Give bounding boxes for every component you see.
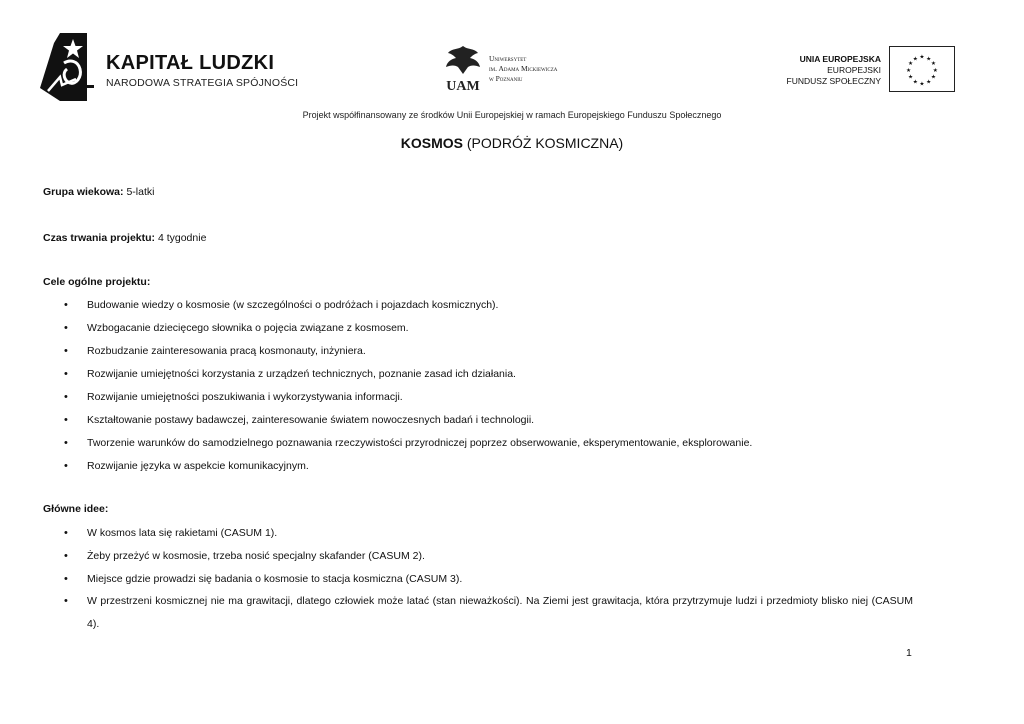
list-item: • Budowanie wiedzy o kosmosie (w szczególności o podróżach i pojazdach kosmicznych). (43, 298, 923, 321)
svg-text:★: ★ (907, 74, 914, 81)
list-item-text: • W przestrzeni kosmicznej nie ma grawitacji, dlatego człowiek może latać (stan nieważkości). Na Ziemi jest grawitacja, która przytrzymuje ludzi i przedmioty blisko niej (CASUM 4). (87, 595, 913, 630)
funding-note: Projekt współfinansowany ze środków Unii Europejskiej w ramach Europejskiego Funduszu Społecznego (302, 110, 722, 120)
title-rest: (PODRÓŻ KOSMICZNA) (463, 135, 624, 151)
svg-text:★: ★ (932, 67, 938, 74)
eu-line-3: FUNDUSZ SPOŁECZNY (786, 76, 881, 86)
list-item: • Tworzenie warunków do samodzielnego poznawania rzeczywistości przyrodniczej poprzez obserwowanie, eksperymentowanie, eksplorowanie. (43, 436, 923, 459)
list-item: • Wzbogacanie dziecięcego słownika o pojęcia związane z kosmosem. (43, 321, 923, 344)
list-item: • Rozwijanie języka w aspekcie komunikacyjnym. (43, 459, 923, 482)
svg-text:★: ★ (919, 81, 925, 88)
uam-eagle-logo (442, 44, 484, 94)
svg-text:★: ★ (912, 79, 918, 86)
goals-list (43, 298, 923, 482)
ideas-list (43, 526, 913, 636)
title-bold: KOSMOS (400, 135, 463, 151)
kapital-ludzki-logo (40, 33, 102, 103)
list-item: • Rozwijanie umiejętności poszukiwania i wykorzystywania informacji. (43, 390, 923, 413)
uam-line-1: Uniwersytet (489, 54, 527, 63)
eu-flag-icon (889, 46, 955, 92)
list-item (43, 590, 913, 636)
svg-text:★: ★ (926, 56, 932, 63)
list-item: • Rozwijanie umiejętności korzystania z urządzeń technicznych, poznanie zasad ich działania. (43, 367, 923, 390)
list-item: • Miejsce gdzie prowadzi się badania o kosmosie to stacja kosmiczna (CASUM 3). (43, 572, 913, 595)
svg-text:★: ★ (907, 61, 914, 68)
eu-name (787, 54, 881, 87)
page-number: 1 (906, 647, 912, 659)
uam-line-2: im. Adama Mickiewicza (489, 64, 558, 73)
kapital-ludzki-subtitle: NARODOWA STRATEGIA SPÓJNOŚCI (106, 77, 299, 89)
duration-label: Czas trwania projektu: (43, 232, 156, 244)
list-item: • Rozbudzanie zainteresowania pracą kosmonauty, inżyniera. (43, 344, 923, 367)
svg-text:★: ★ (912, 56, 918, 63)
eu-line-1: UNIA EUROPEJSKA (799, 54, 881, 64)
kapital-ludzki-title: KAPITAŁ LUDZKI (106, 52, 275, 74)
list-item: • W kosmos lata się rakietami (CASUM 1). (43, 526, 913, 549)
uam-line-3: w Poznaniu (489, 74, 523, 83)
duration (43, 232, 206, 244)
document-title (0, 135, 1024, 151)
eu-line-2: EUROPEJSKI (827, 65, 881, 75)
svg-text:★: ★ (930, 74, 937, 81)
duration-value: 4 tygodnie (155, 232, 207, 244)
svg-text:★: ★ (906, 67, 912, 74)
age-group-label: Grupa wiekowa: (43, 186, 124, 198)
list-item: • Żeby przeżyć w kosmosie, trzeba nosić specjalny skafander (CASUM 2). (43, 549, 913, 572)
list-item: • Kształtowanie postawy badawczej, zainteresowanie światem nowoczesnych badań i technologii. (43, 413, 923, 436)
svg-text:★: ★ (919, 54, 925, 61)
age-group-value: 5-latki (123, 186, 155, 198)
goals-heading: Cele ogólne projektu: (43, 276, 151, 288)
uam-name (489, 54, 557, 84)
age-group (43, 186, 154, 198)
uam-monogram: UAM (446, 79, 480, 94)
svg-text:★: ★ (930, 61, 937, 68)
svg-text:★: ★ (926, 79, 932, 86)
ideas-heading: Główne idee: (43, 503, 109, 515)
